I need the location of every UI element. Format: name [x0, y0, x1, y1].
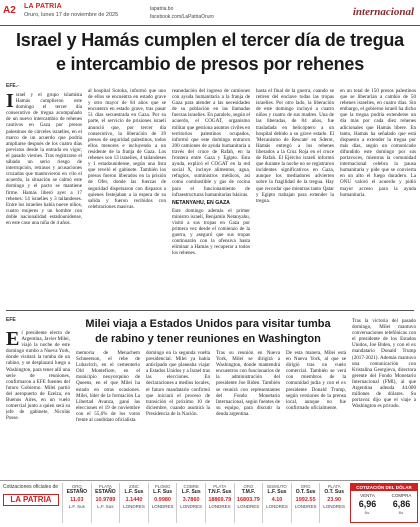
- rate-name: T.M.F.: [241, 489, 256, 495]
- dollar-rate-title: COTIZACIÓN DEL DÓLAR: [351, 484, 417, 491]
- story2-text-5: De esta manera, Milei está en Nueva York, al que se dirigió tras un vuelo comercial. También se verá con miembros de la comunidad judía y con el ex presidente Donald Trump, según versiones de la prensa local, aunque no fue confirmado oficialmente.: [286, 350, 346, 411]
- rate-cell: [234, 483, 263, 523]
- web-link[interactable]: lapatria.bo: [150, 6, 174, 12]
- dollar-sell-label: VENTA: [360, 493, 375, 498]
- story2-headline-line2: de rabino y tener reuniones en Washington: [95, 333, 321, 345]
- rate-sub: L.F. Sus: [68, 504, 85, 509]
- story1-headline-line1: Israel y Hamás cumplen el tercer día de tregua: [16, 30, 404, 50]
- rate-name: T.N.F. Sus: [208, 489, 232, 495]
- story2-column-3: [146, 350, 210, 476]
- rate-lbl: ORO: [300, 484, 311, 489]
- page-number: A2: [3, 5, 16, 16]
- story1-column-2: [88, 88, 166, 302]
- story2-column-5: [286, 350, 346, 476]
- story1-text-5: en un total de 150 presos palestinos que se liberarían a cambio de 50 rehenes israelíes, en cuatro días. Sin embargo, el gobierno israelí ha dicho que la tregua podría extenderse un día más por cada diez rehenes adicionales que Hamás libere. En tanto, Hamás ha señalado que está dispuesto a extender la tregua por más días, según un comunicado difundido este domingo por sus portavoces, mientras la comunidad internacional celebra la pausa humanitaria y pide que se convierta en un alto el fuego duradero. La ONU valoró el acuerdo y pidió mayor acceso para la ayuda humanitaria.: [340, 88, 416, 198]
- story1-kicker: EFE.-: [6, 83, 19, 89]
- story1-text-3: reanudación del ingreso de camiones con ayuda humanitaria a la franja de Gaza para atender a las necesidades de su población en las llamadas fuerzas israelíes. En paralelo, según el acuerdo, el COGAT, organismo militar que gestiona asuntos civiles en territorios palestinos ocupados, informó que este domingo entraron 200 camiones de ayuda humanitaria a través del cruce de Rafah, en la frontera entre Gaza y Egipto. Esta ayuda, explicó el COGAT en la red social X, incluye alimentos, agua, refugios, suministros médicos, así como combustible y gas de cocina para el funcionamiento de infraestructuras humanitarias básicas.: [172, 88, 250, 198]
- page-header: [0, 0, 420, 26]
- rate-val: 18869.79: [208, 497, 232, 503]
- story2-column-4: [216, 350, 280, 476]
- rate-cell: [291, 483, 320, 523]
- story2-column-1: [6, 330, 70, 476]
- story1-text-3b: Este domingo además el primer ministro israelí, Benjamín Netanyahu, visitó a sus tropas en Gaza por primera vez desde el comienzo de la guerra, y aseguró que sus tropas continuarán con la ofensiva hasta eliminar a Hamás y recuperar a todos los rehenes.: [172, 207, 250, 257]
- rate-sub: LONDRES: [151, 504, 174, 509]
- brand-name: LA PATRIA: [24, 3, 62, 10]
- rate-val: 23.90: [327, 497, 342, 503]
- rate-val: 0.9980: [154, 497, 171, 503]
- rate-val: 1.1440: [125, 497, 143, 503]
- dollar-buy-label: COMPRA: [391, 493, 412, 498]
- story2-text-4: Tras su reunión en Nueva York, Milei se dirigirá a Washington, donde mantendrá encuentros con funcionarios de la administración del presidente Joe Biden. También se reunirá con representantes del Fondo Monetario Internacional, según fuentes de su equipo, para discutir la deuda argentina.: [216, 350, 280, 417]
- story2-kicker: EFE: [6, 317, 16, 323]
- rate-lbl: ORO: [71, 484, 82, 489]
- story2-headline-line1: Milei viaja a Estados Unidos para visitar tumba: [85, 318, 331, 330]
- rate-cell: [262, 483, 291, 523]
- rate-val: 10.9789: [95, 497, 116, 503]
- story2-text-6: Tras la victoria del pasado domingo, Milei mantuvo conversaciones telefónicas con el presidente de los Estados Unidos, Joe Biden, y con el ex mandatario Donald Trump (2017-2021). Además mantuvo una comunicación con Kristalina Georgieva, directora gerente del Fondo Monetario Internacional (FMI), al que Argentina adeuda 44.000 millones de dólares. Su portavoz dijo que el viaje a Washington es privado.: [352, 318, 416, 410]
- story2-column-2: [76, 350, 140, 476]
- dollar-rate-box: [350, 483, 418, 523]
- facebook-link[interactable]: facebook.com/LaPatriaOruro: [150, 14, 214, 20]
- dollar-sell: [351, 493, 384, 515]
- rate-lbl: ZINC: [128, 484, 139, 489]
- story1-headline-line2: e intercambio de presos por rehenes: [55, 54, 365, 74]
- rate-val: 11.03: [70, 497, 84, 503]
- story2-text-2: memoria de Menachem Schneerson, el rebe de Lubavitch, en el cementerio Old Montefiore, en el municipio neoyorquino de Queens, en el que Milei ha estado en otras ocasiones. Milei, líder de la formación La Libertad Avanza, ganó las elecciones el 19 de noviembre con el 55,6% de los votos frente al candidato oficialista.: [76, 350, 140, 424]
- rate-name: ESTAÑO: [66, 489, 88, 495]
- rate-lbl: PLATA: [213, 484, 227, 489]
- story1-text-4: hasta el final de la guerra, cuando se retiren del enclave todas las tropas israelíes. Por otro lado, la liberación de este domingo incluyó a cuatro niños y cuatro de sus madres. Una de las liberadas, de 84 años, fue trasladada en helicóptero a un hospital debido a su grave estado. El 'Mecanismo de Rescate' en Sderot, Hamás entregó a los rehenes liberados a la Cruz Roja en el cruce de Rafah. El Ejército israelí informó que durante la noche no se registraron incidentes significativos en Gaza, aunque los mediadores advierten sobre la fragilidad de la tregua. Hay que recordar que mientras tanto Qatar y Egipto trabajan para extender la tregua.: [256, 88, 334, 204]
- rate-name: O.T. Sus: [324, 489, 345, 495]
- brand-logo: LA PATRIA: [3, 494, 59, 506]
- story1-column-5: [340, 88, 416, 302]
- rate-name: L.F. Sus: [267, 489, 287, 495]
- rate-name: ESTAÑO: [95, 489, 116, 495]
- rate-name: L.F. Sus: [124, 489, 144, 495]
- story1-dropcap: I: [6, 92, 14, 112]
- rate-sub: LONDRES: [208, 504, 231, 509]
- story2-dropcap: E: [6, 330, 20, 350]
- rate-name: L.F. Sus: [153, 489, 173, 495]
- story2-column-6: [352, 318, 416, 476]
- story1-column-3: [172, 88, 250, 302]
- story1-subhead: NETANYAHU, EN GAZA: [172, 199, 230, 206]
- dollar-buy-value: 6,86: [392, 499, 411, 509]
- story1-text-2: al hospital Soroka, informó que uno de ellos se encuentra en estado grave y otro mayor de 84 años que se encuentra en estado grave, tras pasar 51 días secuestrada en Gaza. Por su parte, el servicio de prisiones israelí anunció que, por tercer día consecutivo, la liberación de 39 presos de seguridad palestinos, todos ellos menores e incluyendo a un residente de la franja de Gaza. Los rehenes son 13 israelíes, 4 tailandeses y 1 estadounidense, según una lista que reveló el gabinete. También los presos fueron liberados en la prisión de Ofer, donde las fuerzas de seguridad dispersaron con disparos a quienes festejaban a la espera de su salida y fueron recibidos con celebraciones masivas.: [88, 88, 166, 210]
- rate-name: L.F. Sus: [181, 489, 201, 495]
- rate-cell: [91, 483, 120, 523]
- rate-cell: [148, 483, 177, 523]
- rate-cell: [119, 483, 148, 523]
- section-divider: [6, 310, 414, 311]
- rate-cell: [62, 483, 91, 523]
- rate-lbl: PLOMO: [154, 484, 171, 489]
- story1-column-1: [6, 92, 82, 302]
- rate-name: O.T. Sus: [295, 489, 316, 495]
- story1-text-1: srael y el grupo islamista Hamás cumplieron este domingo el tercer día consecutivo de tregua acompañado de un nuevo intercambio de rehenes cautivos en Gaza por presos palestinos de cárceles israelíes, en el marco de un acuerdo que podría ampliarse después de los cuatro días previstos desde la entrada en vigor, el pasado viernes. Tras registrarse el sábado un serio riesgo de interrupción, retrasos y acusaciones cruzadas que mantuvieron en vilo el acuerdo, la situación se calmó este domingo y el pacto se mantiene firme. Hamás liberó ayer a 17 rehenes: 14 israelíes y 3 tailandeses. Entre los israelíes había nueve niños, cuatro mujeres y un hombre con doble nacionalidad estadounidense, en este caso una niña de 4 años.: [6, 92, 82, 226]
- story1-column-4: [256, 88, 334, 302]
- rate-cell: [319, 483, 348, 523]
- rate-val: 3.7860: [182, 497, 200, 503]
- rate-lbl: PLATA: [98, 484, 112, 489]
- rate-sub: L.F. Sus: [97, 504, 114, 509]
- rate-val: 1992.55: [295, 497, 316, 503]
- section-title: internacional: [352, 6, 414, 18]
- rate-sub: LONDRES: [123, 504, 145, 509]
- rate-lbl: ORO: [243, 484, 254, 489]
- rate-sub: LONDRES: [237, 504, 260, 509]
- rate-sub: LONDRES: [180, 504, 203, 509]
- rate-sub: LONDRES: [294, 504, 317, 509]
- rate-sub: LONDRES: [323, 504, 346, 509]
- dollar-buy: [385, 493, 418, 515]
- dollar-buy-currency: Bs.: [398, 510, 405, 515]
- dollar-sell-currency: Bs.: [364, 510, 371, 515]
- dollar-sell-value: 6,96: [358, 499, 377, 509]
- rate-sub: LONDRES: [266, 504, 288, 509]
- rate-lbl: BISMUTO: [267, 484, 287, 489]
- story2-text-3: domingo en la segunda vuelta presidencial. Milei ya había anticipado que planeaba viajar a Estados Unidos y a Israel tras las elecciones. En declaraciones a medios locales, el futuro mandatario confirmó que iniciará el proceso de transición el próximo 10 de diciembre, cuando asumirá la Presidencia de la Nación.: [146, 350, 210, 417]
- rate-val: 4.10: [271, 497, 283, 503]
- rate-val: 16803.79: [236, 497, 260, 503]
- quotes-title: Cotizaciones oficiales de: [3, 484, 59, 490]
- rate-cell: [205, 483, 234, 523]
- rate-lbl: PLATA: [327, 484, 341, 489]
- story2-text-1: l presidente electo de Argentina, Javier Milei, viajó la noche de este domingo rumbo a Nueva York, donde visitará la tumba de un rabino, y se desplazará luego a Washington, para tener allí una serie de reuniones, confirmaron a EFE fuentes del futuro Gobierno. Milei partió del aeropuerto de Ezeiza, en Buenos Aires, en un vuelo comercial junto a quien será su jefe de gabinete, Nicolás Posse.: [6, 330, 70, 422]
- rate-lbl: COBRE: [183, 484, 199, 489]
- rate-cell: [176, 483, 205, 523]
- dateline: Oruro, lunes 17 de noviembre de 2025: [24, 12, 119, 18]
